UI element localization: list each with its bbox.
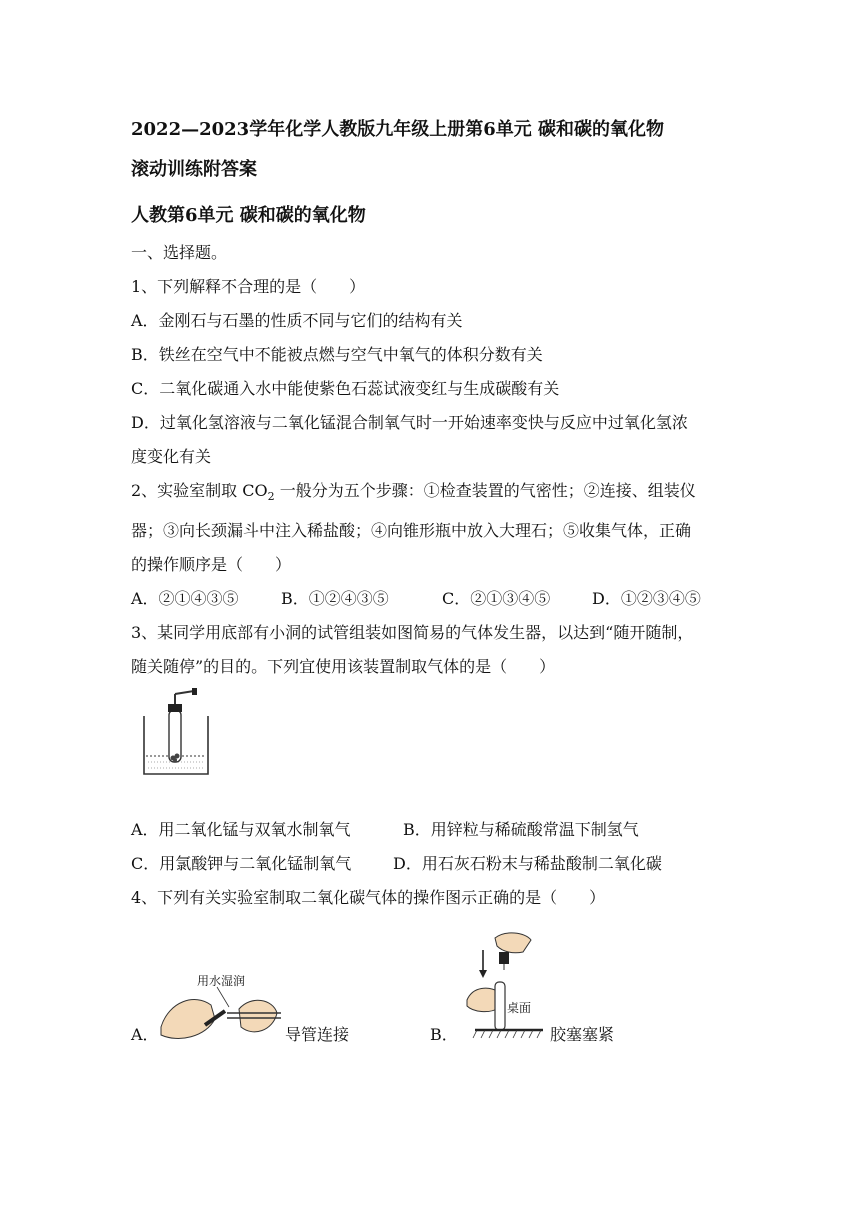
- q3-stem-line1: 3、某同学用底部有小洞的试管组装如图简易的气体发生器，以达到“随开随制，: [131, 623, 694, 643]
- title-line-2: 滚动训练附答案: [131, 159, 257, 180]
- q2-stem-line3: 的操作顺序是（ ）: [131, 555, 292, 575]
- q1-option-d-line1: D．过氧化氢溶液与二氧化锰混合制氧气时一开始速率变快与反应中过氧化氢浓: [131, 413, 688, 432]
- q3-option-b: B．用锌粒与稀硫酸常温下制氢气: [403, 820, 639, 839]
- q3-stem-line2: 随关随停”的目的。下列宜使用该装置制取气体的是（ ）: [131, 657, 556, 677]
- q4-option-b-caption: 胶塞塞紧: [550, 1025, 615, 1044]
- q1-option-c: C．二氧化碳通入水中能使紫色石蕊试液变红与生成碳酸有关: [131, 379, 560, 398]
- q2-stem-b: 一般分为五个步骤：①检查装置的气密性；②连接、组装仪: [274, 481, 696, 500]
- q3-option-a: A．用二氧化锰与双氧水制氧气: [131, 820, 351, 839]
- q3-options-q4: [131, 813, 751, 915]
- q3-options-row2: [131, 847, 751, 881]
- q3-option-d: D．用石灰石粉末与稀盐酸制二氧化碳: [393, 854, 662, 873]
- stopper-press-figure: [465, 930, 545, 1040]
- q4-option-b-label: B．: [430, 1025, 458, 1044]
- q2-stem-line1: [131, 474, 731, 514]
- q4-option-a-caption: 导管连接: [285, 1025, 350, 1044]
- q3-option-c: C．用氯酸钾与二氧化锰制氧气: [131, 854, 352, 873]
- title-line-1: 2022—2023学年化学人教版九年级上册第6单元 碳和碳的氧化物: [131, 119, 664, 140]
- subtitle: 人教第6单元 碳和碳的氧化物: [131, 205, 366, 226]
- section-heading: 一、选择题。: [131, 243, 228, 262]
- q2-stem-a: 2、实验室制取 CO: [131, 481, 268, 500]
- q1-option-a: A．金刚石与石墨的性质不同与它们的结构有关: [131, 311, 463, 330]
- q2-options: [131, 582, 731, 616]
- q4-a-image-text: 用水湿润: [197, 974, 246, 988]
- q4-b-image-text: 桌面: [507, 1001, 532, 1015]
- q2-option-a: A．②①④③⑤: [131, 589, 239, 609]
- q1-option-d-line2: 度变化有关: [131, 447, 212, 466]
- gas-generator-figure: [136, 688, 214, 780]
- q2-stem-line2: 器；③向长颈漏斗中注入稀盐酸；④向锥形瓶中放入大理石；⑤收集气体，正确: [131, 521, 692, 541]
- q3-options-row1: [131, 813, 751, 847]
- q4-stem: 4、下列有关实验室制取二氧化碳气体的操作图示正确的是（ ）: [131, 888, 606, 907]
- document-body: [131, 110, 731, 684]
- q1-stem: 1、下列解释不合理的是（ ）: [131, 277, 366, 296]
- q2-option-c: C．②①③④⑤: [442, 589, 551, 609]
- q2-option-d: D．①②③④⑤: [592, 589, 701, 609]
- q4-option-a-label: A．: [131, 1025, 159, 1044]
- q2-stem-sub: 2: [267, 490, 275, 504]
- q1-option-b: B．铁丝在空气中不能被点燃与空气中氧气的体积分数有关: [131, 345, 543, 364]
- q2-option-b: B．①②④③⑤: [281, 589, 389, 609]
